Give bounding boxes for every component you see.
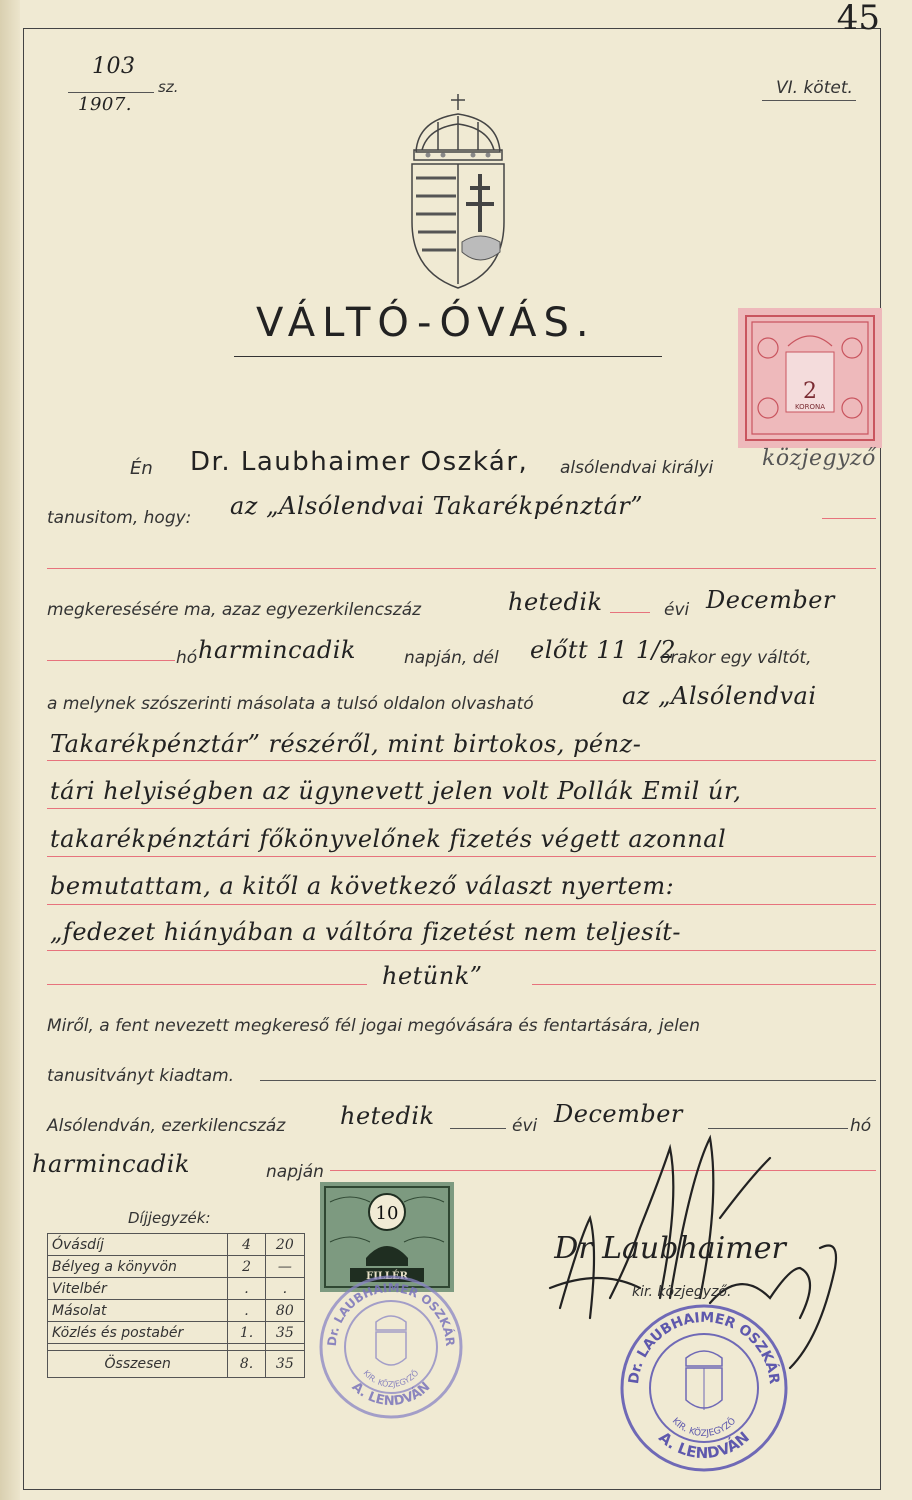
table-row: Óvásdíj 4 20 bbox=[48, 1234, 305, 1256]
line15-print-a: Alsólendván, ezerkilencszáz bbox=[47, 1116, 286, 1136]
signature-caption: kir. közjegyző. bbox=[632, 1284, 732, 1300]
document-page bbox=[20, 0, 912, 1500]
table-row: Vitelbér . . bbox=[48, 1278, 305, 1300]
svg-text:A. LENDVÁN: A. LENDVÁN bbox=[655, 1428, 753, 1463]
line15-print-c: hó bbox=[850, 1116, 872, 1136]
line6-hand: az „Alsólendvai bbox=[622, 682, 817, 710]
fees-table bbox=[47, 1233, 305, 1378]
line2-print: tanusitom, hogy: bbox=[47, 508, 192, 528]
svg-text:KIR. KÖZJEGYZŐ: KIR. KÖZJEGYZŐ bbox=[669, 1416, 739, 1440]
fees-total-row: Összesen 8. 35 bbox=[48, 1351, 305, 1378]
body-line-11: „fedezet hiányában a váltóra fizetést nem teljesít- bbox=[50, 918, 682, 946]
fee-stamp-unit: FILLÉR bbox=[366, 1271, 408, 1282]
line15-hand-month: December bbox=[554, 1100, 683, 1128]
fees-title: Díjjegyzék: bbox=[128, 1209, 211, 1227]
svg-text:Dr. LAUBHAIMER OSZKÁR: Dr. LAUBHAIMER OSZKÁR bbox=[625, 1309, 783, 1385]
page-number: 45 bbox=[836, 0, 880, 38]
line4-hand-year: hetedik bbox=[508, 588, 603, 616]
revenue-stamp-2-korona bbox=[738, 308, 882, 448]
notary-signature bbox=[520, 1118, 850, 1378]
svg-text:KIR. KÖZJEGYZŐ: KIR. KÖZJEGYZŐ bbox=[361, 1368, 421, 1390]
reference-year: 1907. bbox=[78, 94, 133, 115]
document-title: VÁLTÓ-ÓVÁS. bbox=[256, 300, 596, 346]
fee-stamp-value: 10 bbox=[375, 1203, 399, 1224]
line5-print-b: napján, dél bbox=[404, 648, 499, 668]
notary-seal-left bbox=[316, 1272, 466, 1422]
svg-text:Dr. LAUBHAIMER OSZKÁR: Dr. LAUBHAIMER OSZKÁR bbox=[324, 1280, 458, 1347]
revenue-stamp-value: 2 bbox=[803, 379, 817, 404]
line2-hand-requester: az „Alsólendvai Takarékpénztár” bbox=[230, 492, 644, 520]
line14-print: tanusitványt kiadtam. bbox=[47, 1066, 235, 1086]
line6-print: a melynek szószerinti másolata a tulsó oldalon olvasható bbox=[47, 694, 534, 714]
notary-name: Dr. Laubhaimer Oszkár, bbox=[190, 447, 529, 477]
body-line-8: tári helyiségben az ügynevett jelen volt Pollák Emil úr, bbox=[50, 777, 742, 805]
line4-print-a: megkeresésére ma, azaz egyezerkilencszáz bbox=[47, 600, 422, 620]
line5-hand-time: előtt 11 1/2 bbox=[530, 636, 677, 664]
line1-hand-title: közjegyző bbox=[762, 446, 876, 471]
coat-of-arms-emblem bbox=[398, 92, 518, 292]
body-line-7: Takarékpénztár” részéről, mint birtokos, pénz- bbox=[50, 730, 642, 758]
line5-print-c: órakor egy váltót, bbox=[660, 648, 812, 668]
table-row: Másolat . 80 bbox=[48, 1300, 305, 1322]
line5-hand-day: harmincadik bbox=[198, 636, 356, 664]
signature-text: Dr Laubhaimer bbox=[554, 1231, 786, 1266]
line5-print-a: hó bbox=[176, 648, 198, 668]
line16-print: napján bbox=[266, 1162, 324, 1182]
table-row: Közlés és postabér 1. 35 bbox=[48, 1322, 305, 1344]
line15-hand-year: hetedik bbox=[340, 1102, 435, 1130]
line1-office: alsólendvai királyi bbox=[560, 458, 714, 478]
binding-strip bbox=[0, 0, 21, 1500]
volume-label: VI. kötet. bbox=[776, 78, 853, 98]
line1-en: Én bbox=[130, 458, 153, 479]
title-underline bbox=[234, 356, 662, 357]
line4-print-b: évi bbox=[664, 600, 690, 620]
line15-print-b: évi bbox=[512, 1116, 538, 1136]
line16-hand-day: harmincadik bbox=[32, 1150, 190, 1178]
body-line-12: hetünk” bbox=[382, 962, 483, 990]
body-line-9: takarékpénztári főkönyvelőnek fizetés végett azonnal bbox=[50, 825, 727, 853]
table-row: Bélyeg a könyvön 2 — bbox=[48, 1256, 305, 1278]
reference-suffix: sz. bbox=[158, 78, 179, 96]
body-line-10: bemutattam, a kitől a következő választ nyertem: bbox=[50, 872, 675, 900]
line13-print: Miről, a fent nevezett megkereső fél jogai megóvására és fentartására, jelen bbox=[47, 1016, 701, 1036]
reference-number: 103 bbox=[92, 54, 136, 79]
line4-hand-month: December bbox=[706, 586, 835, 614]
svg-text:A. LENDVÁN: A. LENDVÁN bbox=[348, 1379, 434, 1410]
revenue-stamp-unit: KORONA bbox=[794, 403, 826, 411]
